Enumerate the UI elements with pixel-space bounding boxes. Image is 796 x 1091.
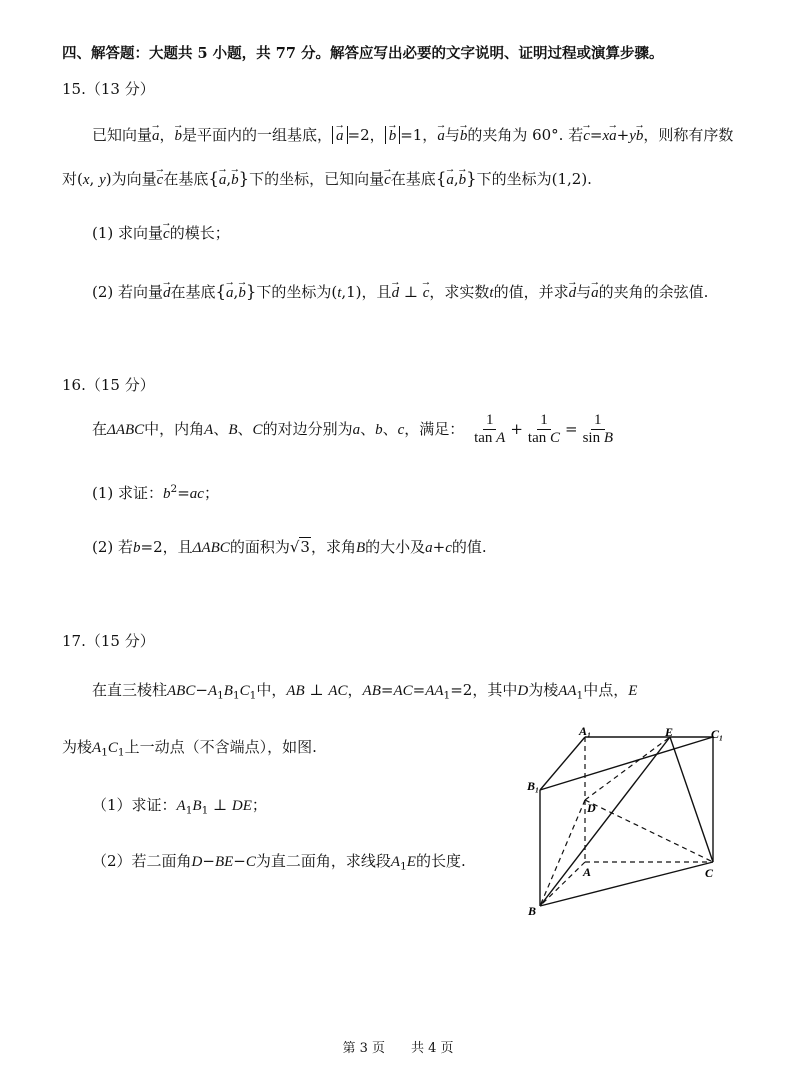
edge-d-c bbox=[585, 800, 713, 862]
q16-part1: (1) 求证：$b^2=ac$； bbox=[92, 483, 219, 502]
label-b1: B₁ bbox=[527, 779, 540, 793]
prism-figure bbox=[525, 726, 730, 921]
q17-part2: （2）若二面角D−BE−C为直二面角，求线段$A_1E$的长度. bbox=[92, 852, 466, 873]
label-e: E bbox=[665, 726, 674, 739]
label-d: D bbox=[587, 801, 596, 815]
q16-part2: (2) 若b=2，且ΔABC的面积为√3，求角B的大小及a+c的值. bbox=[92, 538, 487, 556]
q17-paragraph-line1: 在直三棱柱$ABC-A_1B_1C_1$中，AB ⊥ AC，$AB=AC=AA_1=2$，其中D为棱$AA_1$中点，E bbox=[92, 681, 638, 702]
edge-d-b bbox=[540, 800, 585, 906]
q17-paragraph-line2: 为棱$A_1C_1$上一动点（不含端点），如图. bbox=[62, 738, 317, 759]
edge-e-b bbox=[540, 737, 670, 906]
page-footer: 第 3 页 共 4 页 bbox=[342, 1041, 454, 1056]
section-header: 四、解答题：大题共 5 小题，共 77 分。解答应写出必要的文字说明、证明过程或演算步骤。 bbox=[62, 45, 664, 62]
q15-paragraph-line2: 对(x, y)为向量→ c在基底{→ a,→ b}下的坐标，已知向量→ c在基底{→ a,→ b}下的坐标为(1,2). bbox=[62, 168, 592, 189]
q15-number: 15.（13 分） bbox=[62, 80, 155, 98]
q17-number: 17.（15 分） bbox=[62, 632, 155, 650]
q16-paragraph: 在ΔABC中，内角A、B、C的对边分别为a、b、c，满足： $\frac{1}{\text{tan A}}$ + $\frac{1}{\text{tan C}}$ = $\frac{1}{\text{sin B}}$ bbox=[92, 412, 614, 447]
q15-part1: (1) 求向量→ c的模长； bbox=[92, 222, 230, 243]
label-a1: A₁ bbox=[579, 726, 592, 738]
label-b: B bbox=[528, 904, 537, 918]
edge-b1-a1 bbox=[540, 737, 585, 790]
q15-paragraph-line1: 已知向量→ a，→ b是平面内的一组基底，→ a =2，→ b =1，→ a与→ b的夹角为 60°. 若→ c=x→ a+y→ b，则称有序数 bbox=[92, 124, 733, 145]
label-c1: C₁ bbox=[711, 727, 724, 741]
q17-part1: （1）求证：$A_1B_1$ ⊥ DE； bbox=[92, 796, 267, 817]
label-c: C bbox=[705, 866, 714, 880]
edge-a-b bbox=[540, 862, 585, 906]
edge-e-c bbox=[670, 737, 713, 862]
edge-d-e bbox=[585, 737, 670, 800]
q15-part2: (2) 若向量→ d在基底{→ a,→ b}下的坐标为(t,1)，且→ d ⊥ → c，求实数t的值，并求→ d与→ a的夹角的余弦值. bbox=[92, 281, 708, 302]
edge-b1-c1 bbox=[540, 737, 713, 790]
label-a: A bbox=[583, 865, 592, 879]
edge-b-c bbox=[540, 862, 713, 906]
q16-number: 16.（15 分） bbox=[62, 376, 155, 394]
